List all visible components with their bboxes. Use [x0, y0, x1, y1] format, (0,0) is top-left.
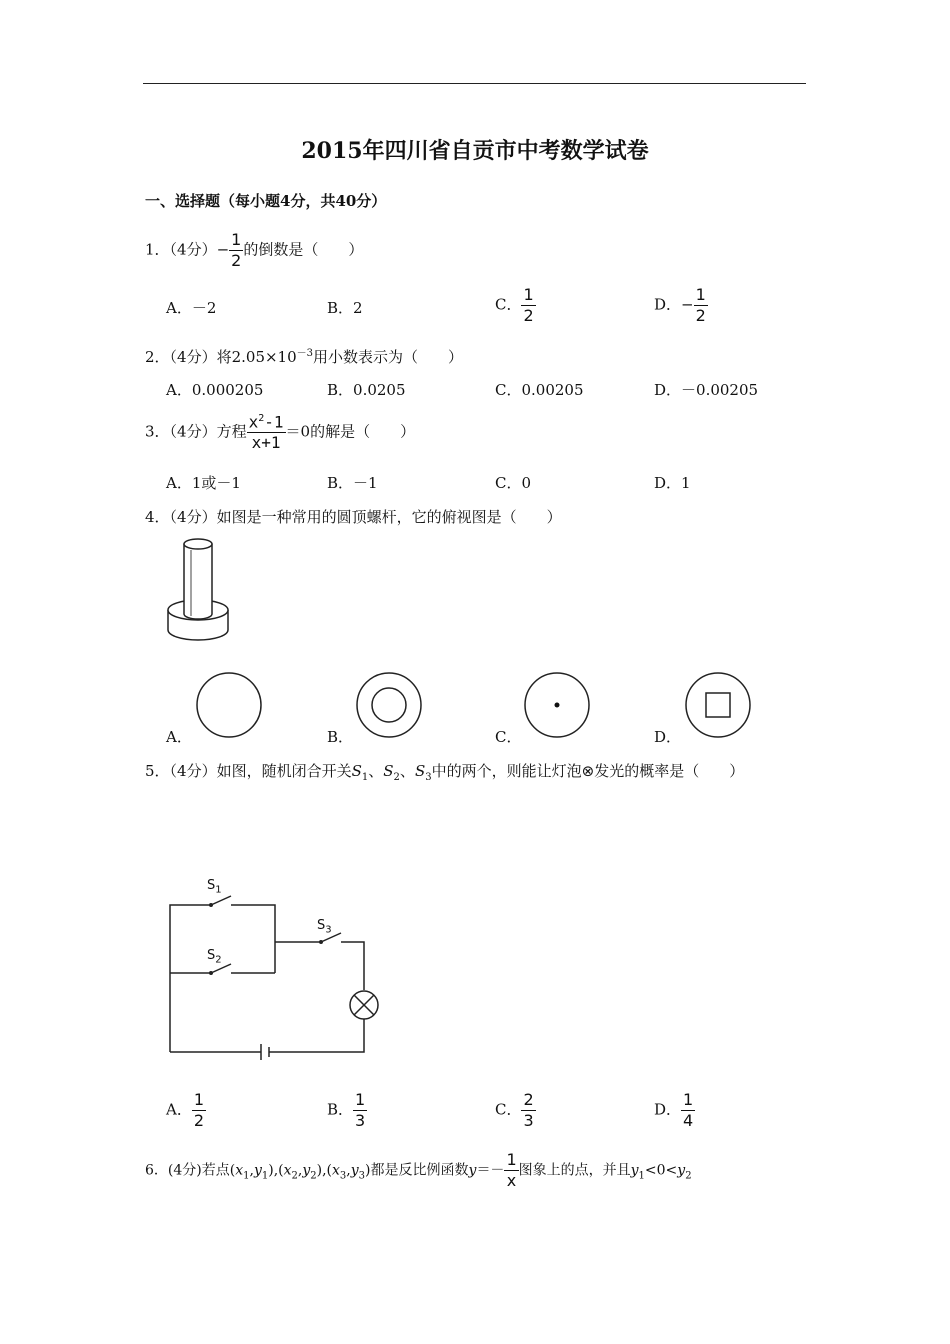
page-title: 2015年四川省自贡市中考数学试卷 — [301, 138, 649, 164]
question-2: 2．（4分）将$2.05\times 10^{-3}$用小数表示为（ ） — [145, 348, 464, 366]
q3-option-b[interactable]: B．－1 — [327, 474, 378, 492]
question-4: 4．（4分）如图是一种常用的圆顶螺杆，它的俯视图是（ ） — [145, 508, 562, 526]
top-view-d[interactable] — [684, 672, 754, 742]
q2-option-c[interactable]: C．0.00205 — [495, 381, 584, 399]
q5-option-d[interactable]: D． $\frac{1}{4}$ — [654, 1090, 694, 1130]
circuit-diagram — [165, 878, 390, 1063]
q5-option-c[interactable]: C． $\frac{2}{3}$ — [495, 1090, 534, 1130]
q2-option-d[interactable]: D．－0.00205 — [654, 381, 759, 399]
q2-option-a[interactable]: A．0.000205 — [166, 381, 264, 399]
q3-option-d[interactable]: D．1 — [654, 474, 691, 492]
top-view-a[interactable] — [195, 672, 265, 742]
bolt-figure — [160, 530, 240, 645]
q5-option-b[interactable]: B． $\frac{1}{3}$ — [327, 1090, 366, 1130]
q5-option-a[interactable]: A． $\frac{1}{2}$ — [166, 1090, 205, 1130]
switch-s1-label: $S_1$ — [207, 878, 222, 896]
q1-option-a[interactable]: A．－2 — [166, 299, 217, 317]
question-6: 6．(4分)若点$(x_1,y_1),(x_2,y_2),(x_3,y_3)$都是反比例函数y＝－ $\frac{1}{x}$ 图象上的点，并且$y_1<0<y_2$ — [145, 1150, 692, 1190]
header-rule — [143, 83, 806, 84]
q4-option-c[interactable]: C． — [495, 728, 522, 746]
q4-option-a[interactable]: A． — [166, 728, 192, 746]
question-5: 5．（4分）如图，随机闭合开关$S_1$、$S_2$、$S_3$中的两个，则能让灯泡⊗发光的概率是（ ） — [145, 762, 745, 783]
top-view-c[interactable] — [523, 672, 593, 742]
q1-option-b[interactable]: B．2 — [327, 299, 363, 317]
q4-option-d[interactable]: D． — [654, 728, 682, 746]
q1-option-d[interactable]: D．− $\frac{1}{2}$ — [654, 285, 706, 325]
q4-option-b[interactable]: B． — [327, 728, 354, 746]
q3-option-c[interactable]: C．0 — [495, 474, 532, 492]
switch-s2-label: $S_2$ — [207, 948, 222, 966]
bulb-icon: ⊗ — [581, 762, 595, 780]
question-3: 3．（4分）方程 $\frac{x^2-1}{x+1}$ ＝0的解是（ ） — [145, 412, 416, 453]
fraction: $\frac{1}{2}$ — [231, 230, 242, 270]
switch-s3-label: $S_3$ — [317, 918, 332, 936]
section-heading: 一、选择题（每小题4分，共40分） — [145, 192, 387, 210]
fraction: $\frac{x^2-1}{x+1}$ — [248, 412, 284, 453]
q3-option-a[interactable]: A．1或－1 — [166, 474, 241, 492]
q2-option-b[interactable]: B．0.0205 — [327, 381, 406, 399]
fraction: $\frac{1}{x}$ — [506, 1150, 517, 1190]
top-view-b[interactable] — [355, 672, 425, 742]
question-1: 1．（4分）− $\frac{1}{2}$ 的倒数是（ ） — [145, 230, 364, 270]
q1-option-c[interactable]: C． $\frac{1}{2}$ — [495, 285, 534, 325]
